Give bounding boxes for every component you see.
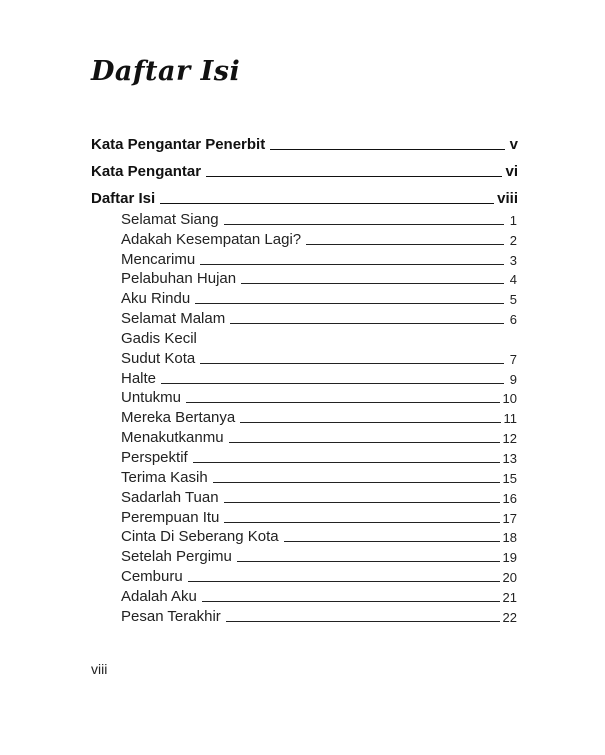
toc-main-entry[interactable] <box>91 180 518 207</box>
toc-leader-line <box>224 223 504 225</box>
toc-entry-page: 9 <box>509 371 517 387</box>
toc-main-entry[interactable] <box>91 126 518 153</box>
toc-entry-label: Pelabuhan Hujan <box>121 270 237 288</box>
toc-leader-line <box>237 560 500 562</box>
toc-leader-line <box>200 362 504 364</box>
toc-entry-page: 16 <box>502 490 517 506</box>
toc-sub-entry[interactable] <box>121 585 517 605</box>
toc-leader-line <box>284 540 500 542</box>
toc-sub-entry[interactable] <box>121 228 517 248</box>
toc-leader-line <box>206 175 502 177</box>
toc-leader-line <box>186 401 500 403</box>
toc-entry-page: 15 <box>502 470 517 486</box>
toc-leader-line <box>229 441 500 443</box>
toc-entry-page: 12 <box>502 431 517 447</box>
toc-leader-line <box>188 580 500 582</box>
toc-entry-page: 13 <box>502 450 517 466</box>
toc-leader-line <box>306 243 504 245</box>
toc-entry-page: 4 <box>509 272 517 288</box>
toc-entry-page: 11 <box>503 411 517 427</box>
toc-sub-entry[interactable] <box>121 565 517 585</box>
toc-entry-label: Pesan Terakhir <box>121 607 221 625</box>
toc-entry-page: 19 <box>502 550 517 566</box>
toc-entry-label: Cemburu <box>121 568 183 586</box>
toc-entry-label: Perspektif <box>121 448 188 466</box>
toc-sub-entry[interactable] <box>121 367 517 387</box>
toc-entry-page: 22 <box>502 609 517 625</box>
toc-entry-label: Gadis Kecil <box>121 329 197 347</box>
toc-sub-entry[interactable] <box>121 287 517 307</box>
toc-sub-entry[interactable] <box>121 268 517 288</box>
toc-entry-page: 20 <box>502 570 517 586</box>
toc-sub-list <box>121 208 517 625</box>
toc-entry-page: 10 <box>502 391 517 407</box>
toc-sub-entry[interactable] <box>121 248 517 268</box>
toc-entry-label: Adalah Aku <box>121 587 197 605</box>
toc-entry-page: 18 <box>502 530 517 546</box>
toc-entry-label: Menakutkanmu <box>121 429 224 447</box>
toc-main-entry[interactable] <box>91 153 518 180</box>
toc-entry-label: Selamat Malam <box>121 310 226 328</box>
page-title: Daftar Isi <box>91 56 241 87</box>
toc-entry-label: Mencarimu <box>121 250 196 268</box>
toc-entry-label: Kata Pengantar <box>91 163 202 180</box>
toc-sub-entry[interactable] <box>121 466 517 486</box>
toc-sub-entry[interactable] <box>121 526 517 546</box>
toc-leader-line <box>224 501 500 503</box>
toc-entry-page: 6 <box>509 312 517 328</box>
toc-sub-entry[interactable] <box>121 208 517 228</box>
toc-sub-entry[interactable] <box>121 545 517 565</box>
toc-leader-line <box>200 263 504 265</box>
toc-leader-line <box>241 282 504 284</box>
toc-sub-entry[interactable] <box>121 347 517 367</box>
toc-entry-label: Perempuan Itu <box>121 508 220 526</box>
toc-entry-label: Cinta Di Seberang Kota <box>121 528 279 546</box>
toc-entry-label: Sadarlah Tuan <box>121 488 219 506</box>
toc-entry-page: 2 <box>509 232 517 248</box>
toc-entry-label: Untukmu <box>121 389 182 407</box>
toc-entry-label: Setelah Pergimu <box>121 548 232 566</box>
toc-leader-line <box>193 461 500 463</box>
toc-entry-label: Halte <box>121 369 157 387</box>
toc-leader-line <box>230 322 504 324</box>
toc-entry-label: Adakah Kesempatan Lagi? <box>121 230 302 248</box>
toc-leader-line <box>195 302 504 304</box>
toc-entry-label: Terima Kasih <box>121 468 208 486</box>
toc-entry-page: 3 <box>509 252 517 268</box>
toc-leader-line <box>240 421 500 423</box>
toc-leader-line <box>161 382 504 384</box>
toc-leader-line <box>160 202 494 204</box>
toc-entry-label: Daftar Isi <box>91 190 156 207</box>
toc-entry-label: Aku Rindu <box>121 290 191 308</box>
toc-entry-page: 17 <box>502 510 517 526</box>
toc-entry-page: 1 <box>509 212 517 228</box>
toc-leader-line <box>213 481 500 483</box>
toc-main-list <box>91 126 518 207</box>
toc-sub-entry[interactable] <box>121 605 517 625</box>
toc-entry-page: 5 <box>509 292 517 308</box>
toc-entry-page: vi <box>505 163 518 180</box>
toc-entry-page: 21 <box>502 589 517 605</box>
toc-entry-page: viii <box>497 190 518 207</box>
toc-leader-line <box>270 148 505 150</box>
toc-sub-entry[interactable] <box>121 426 517 446</box>
toc-sub-entry[interactable] <box>121 307 517 327</box>
toc-entry-label: Sudut Kota <box>121 349 196 367</box>
toc-sub-entry[interactable] <box>121 506 517 526</box>
toc-sub-entry[interactable] <box>121 486 517 506</box>
toc-sub-entry[interactable] <box>121 387 517 407</box>
toc-leader-line <box>226 620 500 622</box>
page-number-footer: viii <box>91 661 108 677</box>
toc-entry-page: 7 <box>509 351 517 367</box>
toc-entry-page: v <box>509 136 518 153</box>
toc-sub-entry[interactable] <box>121 327 517 347</box>
toc-leader-line <box>202 600 500 602</box>
toc-sub-entry[interactable] <box>121 446 517 466</box>
toc-sub-entry[interactable] <box>121 406 517 426</box>
toc-leader-line <box>224 521 499 523</box>
toc-entry-label: Selamat Siang <box>121 210 219 228</box>
toc-entry-label: Mereka Bertanya <box>121 409 236 427</box>
toc-entry-label: Kata Pengantar Penerbit <box>91 136 266 153</box>
